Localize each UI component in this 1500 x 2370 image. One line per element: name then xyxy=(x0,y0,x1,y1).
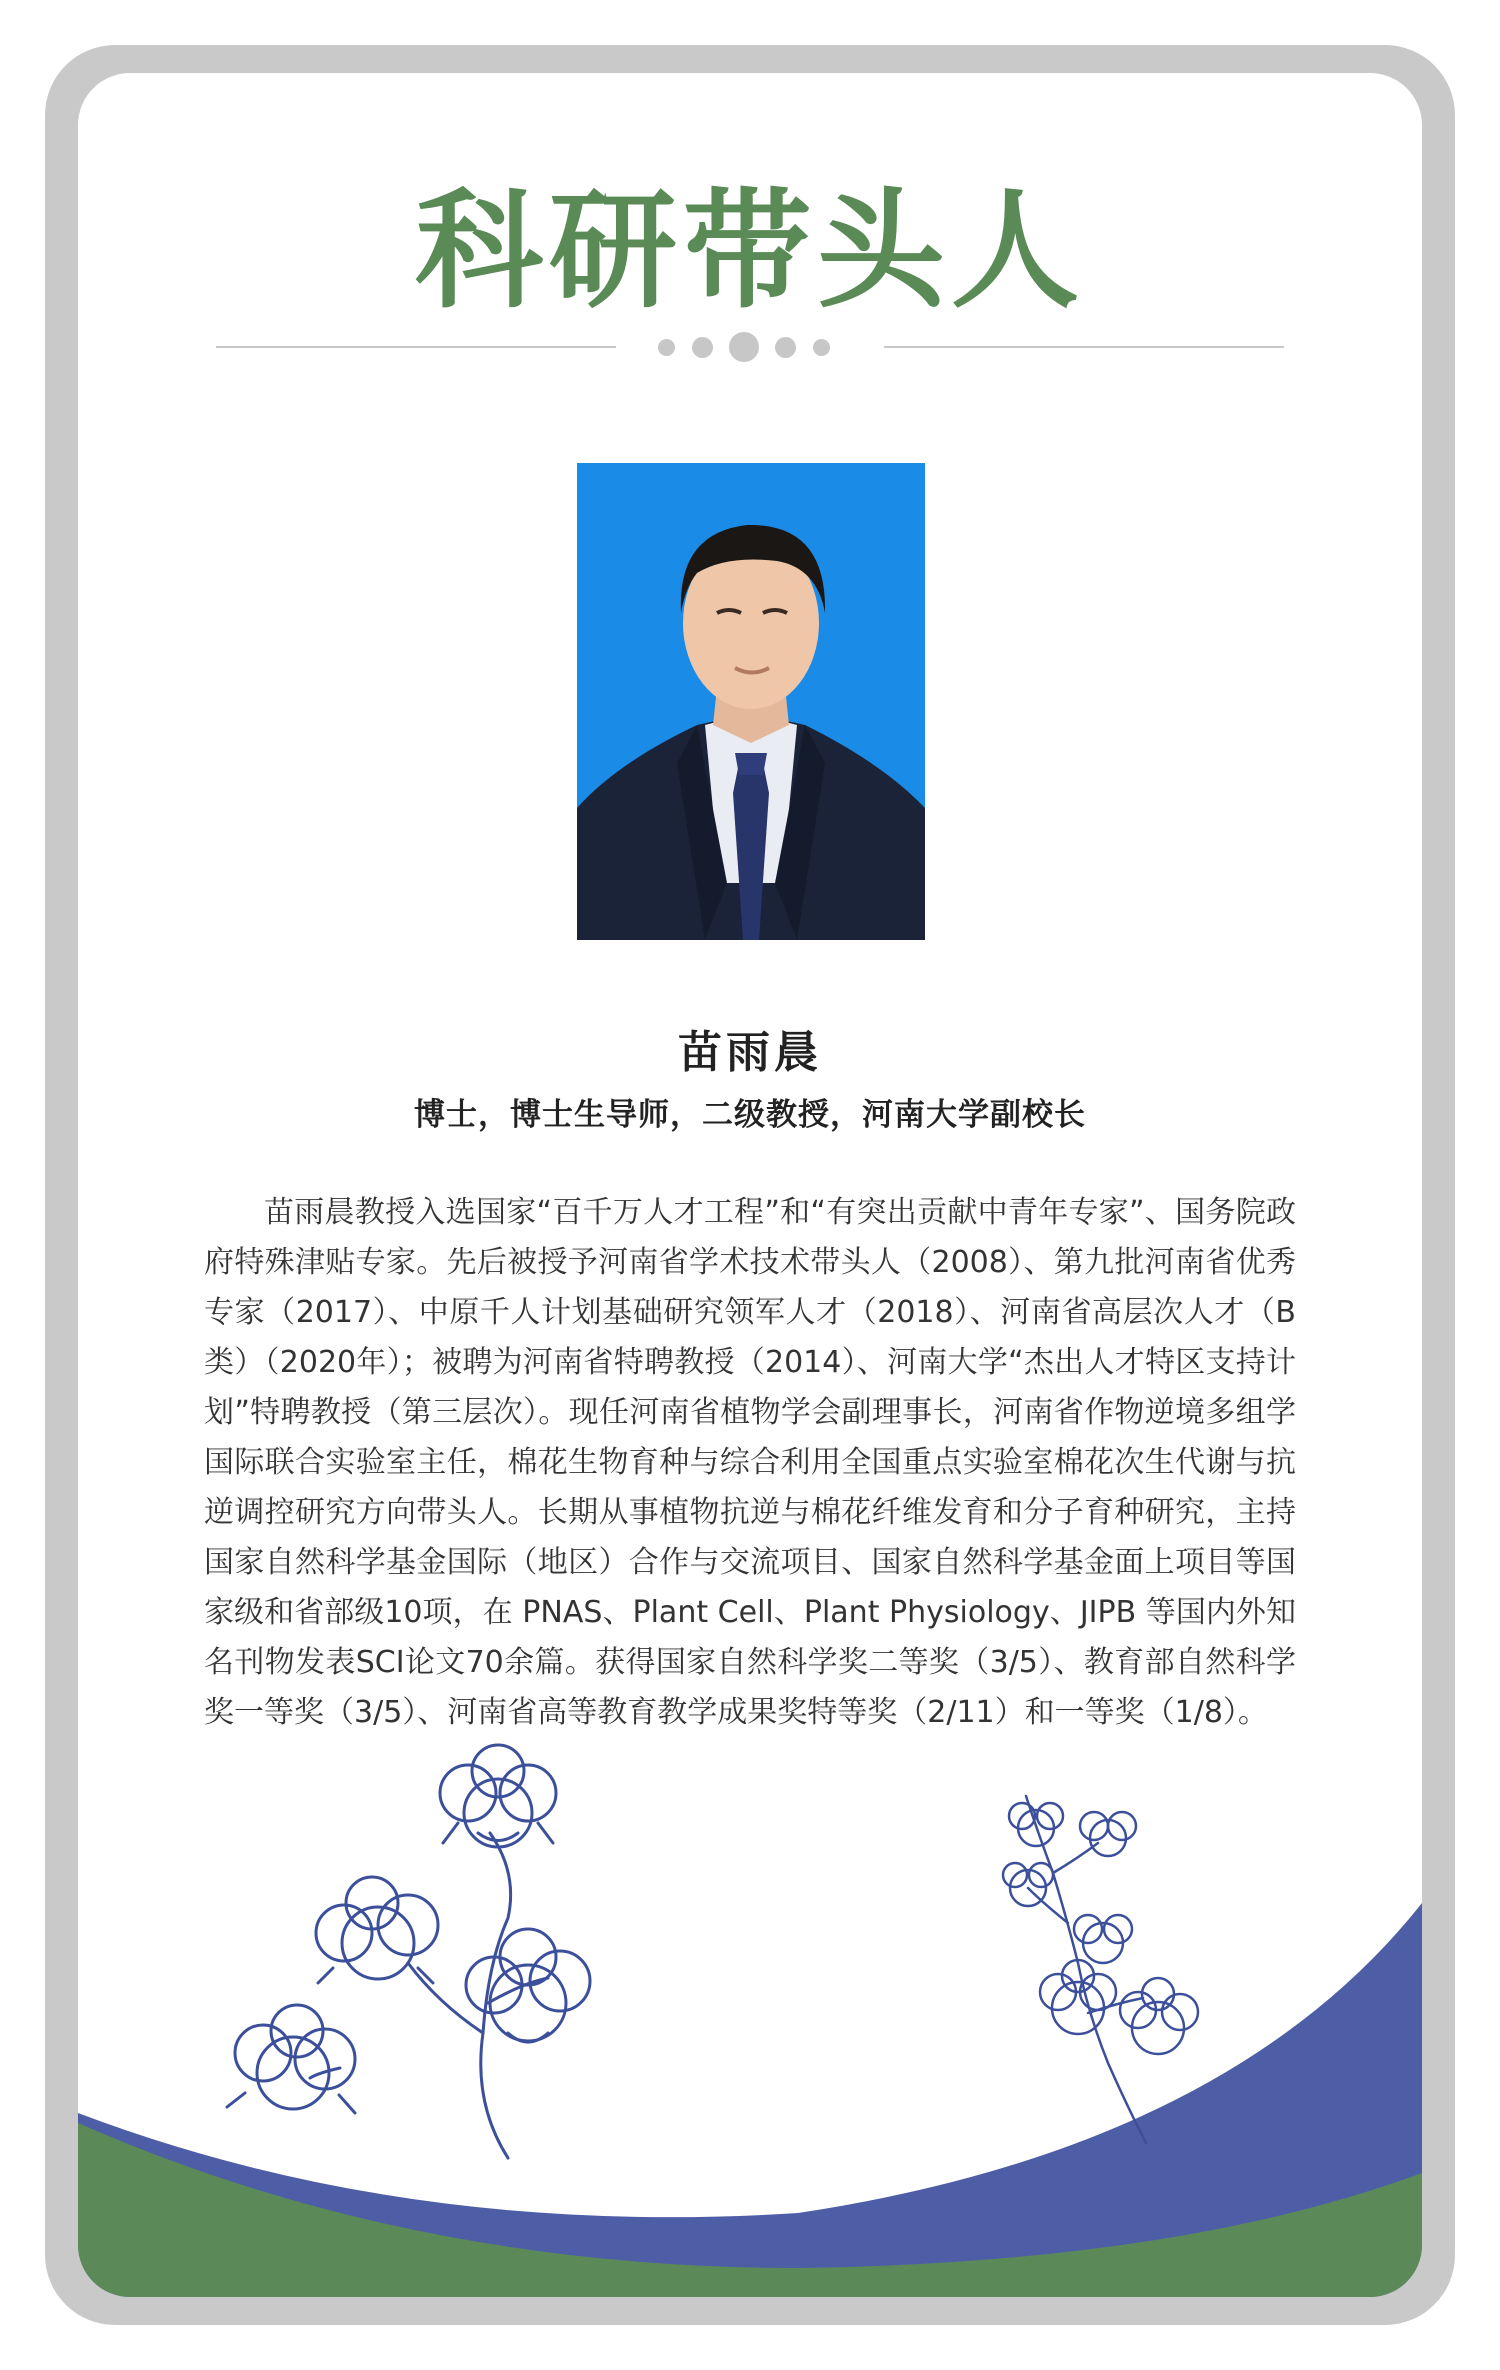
cotton-boll-branch-icon xyxy=(227,1745,590,2158)
page-title: 科研带头人 xyxy=(414,177,1085,326)
profile-card xyxy=(78,73,1422,2297)
portrait-photo xyxy=(577,463,925,940)
divider-dot xyxy=(658,339,675,356)
divider-dot xyxy=(775,337,796,358)
divider-line-right xyxy=(884,346,1284,348)
divider-line-left xyxy=(216,346,616,348)
person-name: 苗雨晨 xyxy=(678,1027,822,1078)
title-divider xyxy=(216,327,1284,367)
portrait-figure-icon xyxy=(577,463,925,940)
divider-dot xyxy=(692,337,713,358)
blue-wave xyxy=(78,1903,1422,2297)
bottom-decoration xyxy=(78,73,1422,2297)
divider-dot xyxy=(729,332,759,362)
cotton-flower-sprig-icon xyxy=(1003,1796,1198,2143)
person-biography: 苗雨晨教授入选国家“百千万人才工程”和“有突出贡献中青年专家”、国务院政府特殊津贴专家。先后被授予河南省学术技术带头人（2008）、第九批河南省优秀专家（2017）、中原千人计划基础研究领军人才（2018）、河南省高层次人才（B类）（2020年）；被聘为河南省特聘教授（2014）、河南大学“杰出人才特区支持计划”特聘教授（第三层次）。现任河南省植物学会副理事长，河南省作物逆境多组学国际联合实验室主任，棉花生物育种与综合利用全国重点实验室棉花次生代谢与抗逆调控研究方向带头人。长期从事植物抗逆与棉花纤维发育和分子育种研究，主持国家自然科学基金国际（地区）合作与交流项目、国家自然科学基金面上项目等国家级和省部级10项，在 PNAS、Plant Cell、Plant Physiology、JIPB 等国内外知名刊物发表SCI论文70余篇。获得国家自然科学奖二等奖（3/5）、教育部自然科学奖一等奖（3/5）、河南省高等教育教学成果奖特等奖（2/11）和一等奖（1/8）。 xyxy=(204,1195,1296,1730)
divider-dot xyxy=(813,339,830,356)
person-position: 博士，博士生导师，二级教授，河南大学副校长 xyxy=(414,1097,1086,1133)
green-wave xyxy=(78,2123,1422,2297)
